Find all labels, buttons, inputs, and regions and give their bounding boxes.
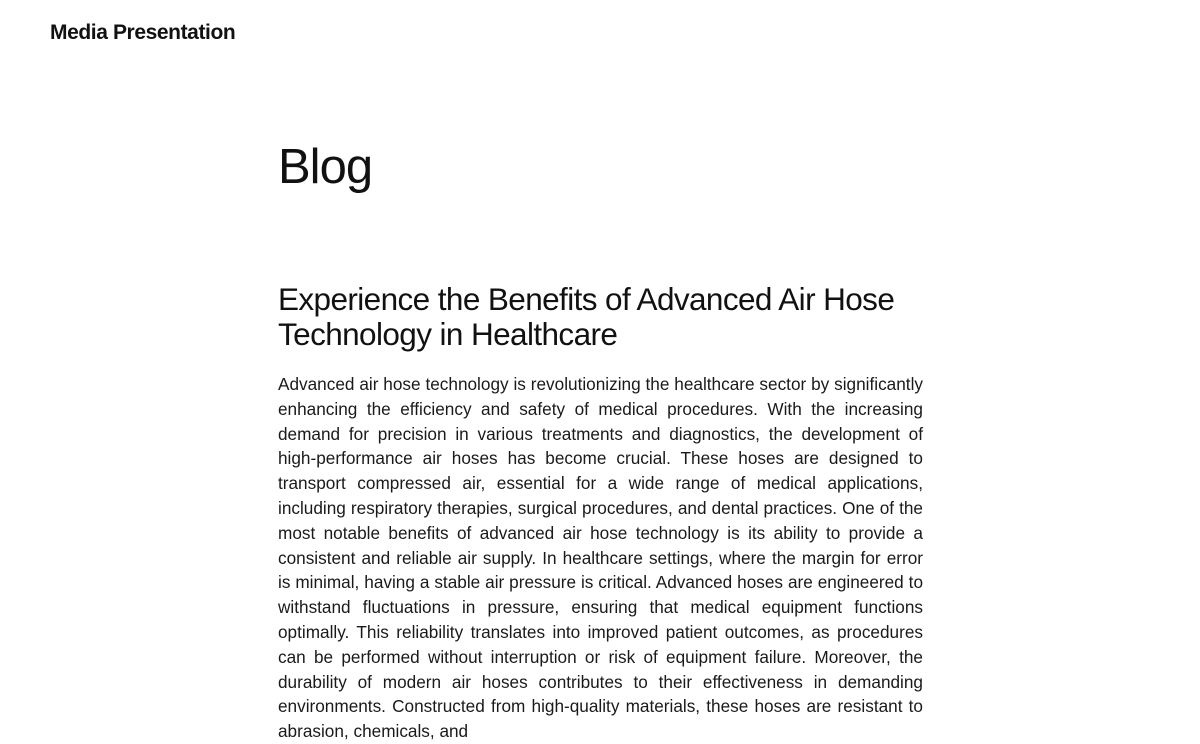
site-title-link[interactable]: Media Presentation — [50, 21, 236, 44]
post-excerpt: Advanced air hose technology is revolutionizing the healthcare sector by significantly enhancing the efficiency and safety of medical procedures. With the increasing demand for precision in various treatments and diagnostics, the development of high-performance air hoses has become crucial. These hoses are designed to transport compressed air, essential for a wide range of medical applications, including respiratory therapies, surgical procedures, and dental practices. One of the most notable benefits of advanced air hose technology is its ability to provide a consistent and reliable air supply. In healthcare settings, where the margin for error is minimal, having a stable air pressure is critical. Advanced hoses are engineered to withstand fluctuations in pressure, ensuring that medical equipment functions optimally. This reliability translates into improved patient outcomes, as procedures can be performed without interruption or risk of equipment failure. Moreover, the durability of modern air hoses contributes to their effectiveness in demanding environments. Constructed from high-quality materials, these hoses are resistant to abrasion, chemicals, and — [278, 374, 923, 742]
post-title[interactable]: Experience the Benefits of Advanced Air Hose Technology in Healthcare — [278, 281, 895, 352]
page-title: Blog — [278, 140, 373, 194]
